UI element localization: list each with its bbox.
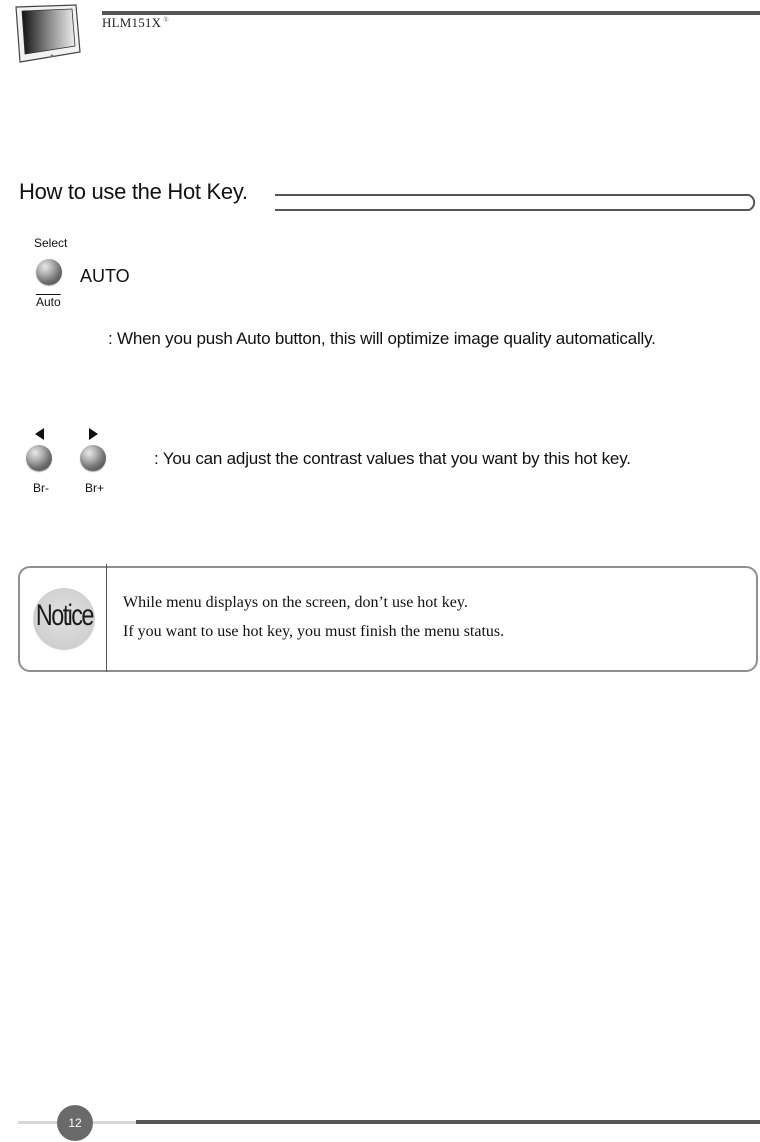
notice-line: While menu displays on the screen, don’t use hot key.: [123, 594, 468, 611]
footer-rule: [136, 1120, 760, 1124]
page-number: 12: [57, 1105, 93, 1141]
brightness-up-button[interactable]: [80, 445, 106, 471]
auto-key-name: AUTO: [80, 266, 130, 286]
notice-box: [18, 566, 758, 672]
brightness-up-label: Br+: [85, 481, 105, 495]
notice-divider: [106, 564, 107, 672]
brightness-down-label: Br-: [33, 481, 49, 495]
notice-line: If you want to use hot key, you must finish the menu status.: [123, 623, 505, 640]
right-arrow-icon: [89, 428, 98, 440]
auto-label: Auto: [36, 295, 61, 309]
registered-mark: ®: [163, 15, 169, 24]
monitor-icon: [14, 4, 84, 66]
brightness-description: : You can adjust the contrast values that you want by this hot key.: [154, 449, 631, 468]
section-title-rule: [275, 193, 759, 211]
model-name: HLM151X ®: [102, 15, 169, 30]
auto-description: : When you push Auto button, this will optimize image quality automatically.: [108, 329, 656, 348]
notice-heading: Notice: [35, 599, 93, 632]
left-arrow-icon: [35, 428, 44, 440]
select-label: Select: [34, 236, 68, 250]
section-title: How to use the Hot Key.: [19, 179, 248, 204]
header-rule: [102, 11, 760, 15]
brightness-down-button[interactable]: [26, 445, 52, 471]
auto-button[interactable]: [36, 259, 62, 285]
